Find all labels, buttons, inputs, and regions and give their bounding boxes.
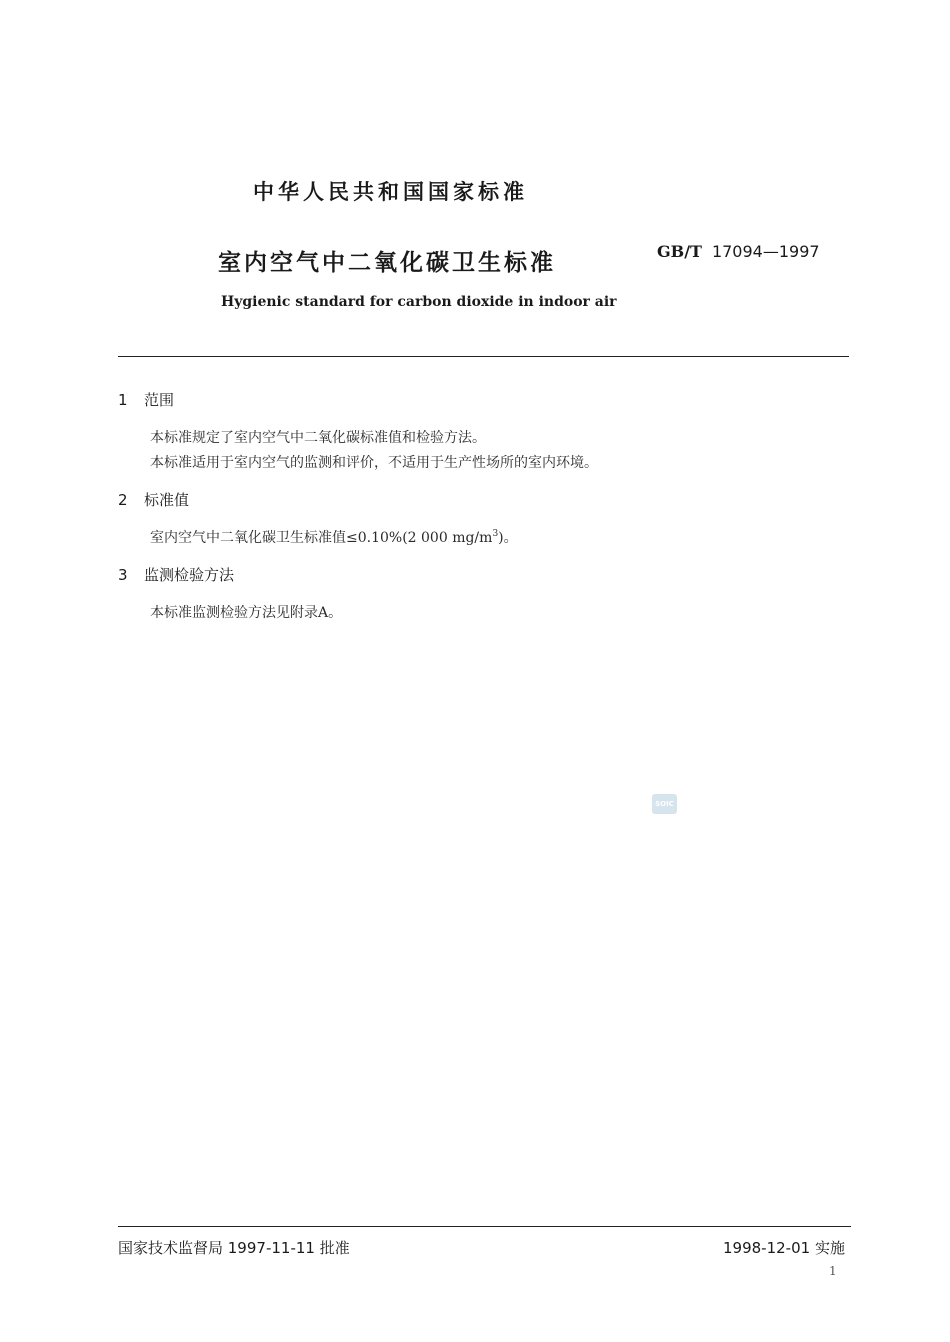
national-standard-label: 中华人民共和国国家标准: [253, 180, 528, 204]
standard-value-end: )。: [498, 530, 518, 546]
watermark-text: SOIC: [655, 800, 674, 808]
standard-title: 室内空气中二氧化碳卫生标准: [218, 250, 556, 276]
methods-paragraph: 本标准监测检验方法见附录A。: [150, 605, 343, 621]
section-heading-methods: [118, 564, 234, 585]
watermark-logo: [652, 794, 677, 814]
section-heading-scope: [118, 389, 174, 410]
header-divider: [118, 356, 849, 357]
english-title: Hygienic standard for carbon dioxide in indoor air: [221, 294, 617, 310]
unit-superscript: 3: [492, 529, 499, 539]
section-heading-standard-value: [118, 489, 189, 510]
page-number: 1: [829, 1264, 837, 1278]
section-title: 监测检验方法: [144, 566, 235, 584]
approval-date: 国家技术监督局 1997-11-11 批准: [118, 1239, 350, 1257]
footer-divider: [118, 1226, 851, 1227]
code-prefix: GB/T: [657, 242, 702, 261]
code-number: 17094—1997: [711, 242, 820, 261]
section-number: 1: [118, 391, 128, 409]
section-number: 2: [118, 491, 128, 509]
section-number: 3: [118, 566, 128, 584]
standard-value-text: 室内空气中二氧化碳卫生标准值≤0.10%(2 000 mg/m: [150, 530, 493, 546]
scope-paragraph-2: 本标准适用于室内空气的监测和评价，不适用于生产性场所的室内环境。: [150, 455, 598, 471]
section-title: 标准值: [144, 491, 190, 509]
scope-paragraph-1: 本标准规定了室内空气中二氧化碳标准值和检验方法。: [150, 430, 486, 446]
standard-code: [657, 242, 820, 261]
standard-value-paragraph: [150, 527, 518, 547]
implementation-date: 1998-12-01 实施: [723, 1239, 845, 1257]
section-title: 范围: [144, 391, 175, 409]
